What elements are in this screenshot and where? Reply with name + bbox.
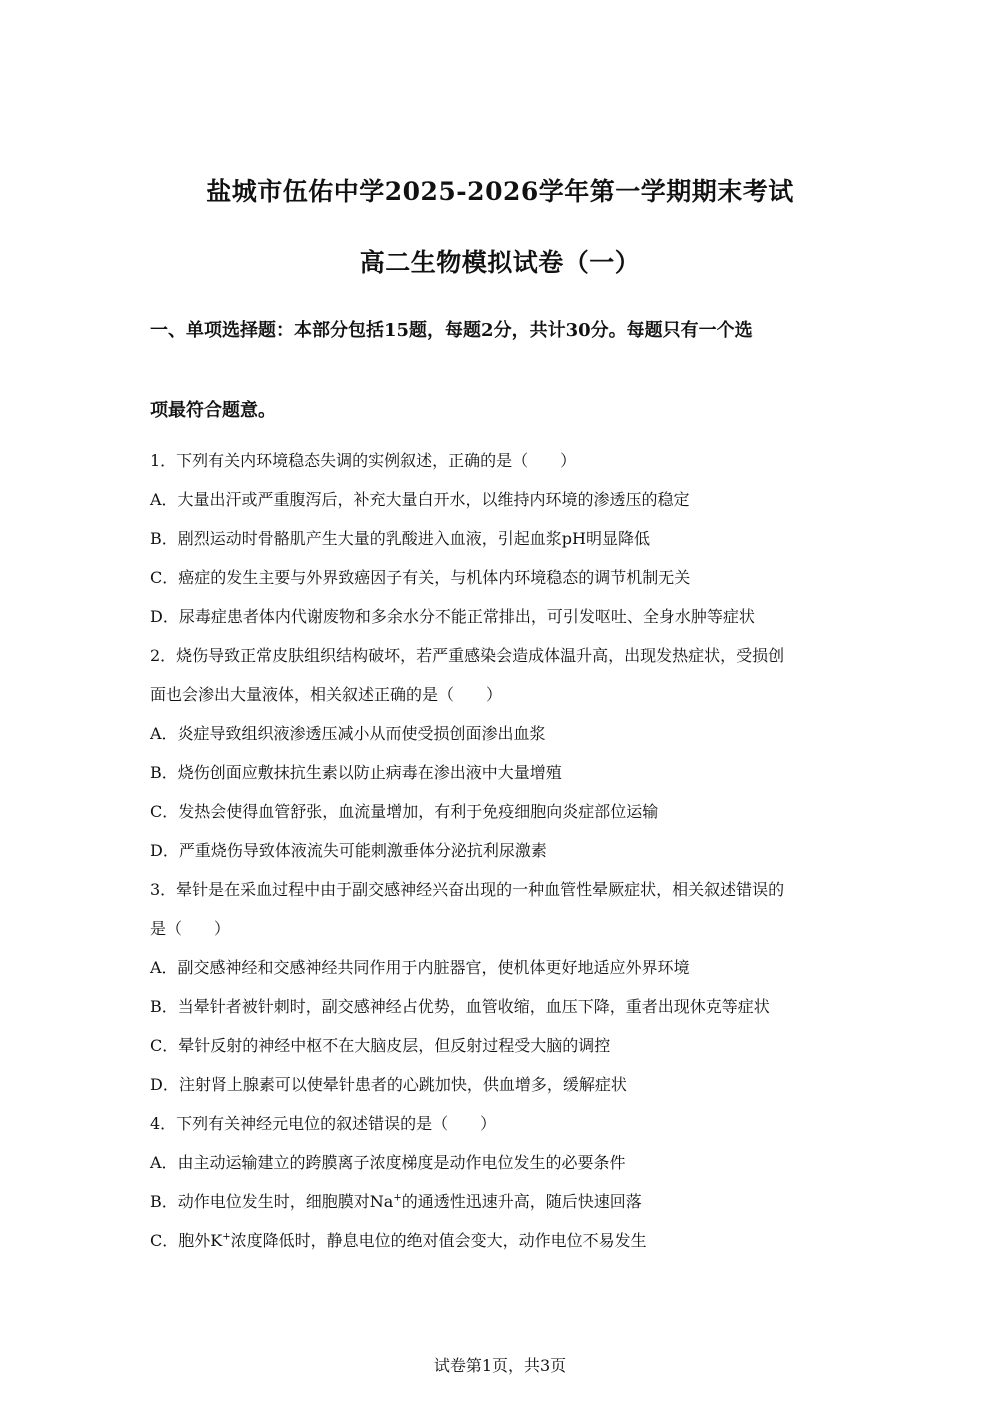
- question-1-option-c: C．癌症的发生主要与外界致癌因子有关，与机体内环境稳态的调节机制无关: [150, 568, 691, 587]
- option-text-end: 的通透性迅速升高，随后快速回落: [401, 1192, 642, 1211]
- question-1-option-d: D．尿毒症患者体内代谢废物和多余水分不能正常排出，可引发呕吐、全身水肿等症状: [150, 607, 755, 626]
- question-3-option-c: C．晕针反射的神经中枢不在大脑皮层，但反射过程受大脑的调控: [150, 1036, 611, 1055]
- exam-title: 盐城市伍佑中学2025-2026学年第一学期期末考试: [206, 177, 794, 206]
- question-4-stem: 4．下列有关神经元电位的叙述错误的是（ ）: [150, 1114, 497, 1133]
- section-heading: 一、单项选择题：本部分包括15题，每题2分，共计30分。每题只有一个选: [150, 320, 753, 341]
- question-2-option-a: A．炎症导致组织液渗透压减小从而使受损创面渗出血浆: [150, 724, 546, 743]
- question-2-option-b: B．烧伤创面应敷抹抗生素以防止病毒在渗出液中大量增殖: [150, 763, 562, 782]
- question-3-option-b: B．当晕针者被针刺时，副交感神经占优势，血管收缩，血压下降，重者出现休克等症状: [150, 997, 770, 1016]
- question-1-option-a: A．大量出汗或严重腹泻后，补充大量白开水，以维持内环境的渗透压的稳定: [150, 490, 690, 509]
- option-text-start: B．动作电位发生时，细胞膜对Na: [150, 1192, 394, 1211]
- sodium-charge-superscript: +: [393, 1192, 402, 1204]
- question-3-option-a: A．副交感神经和交感神经共同作用于内脏器官，使机体更好地适应外界环境: [150, 958, 690, 977]
- question-4-option-b: [150, 1191, 860, 1213]
- question-3-option-d: D．注射肾上腺素可以使晕针患者的心跳加快，供血增多，缓解症状: [150, 1075, 627, 1094]
- question-3-stem-line-2: 是（ ）: [150, 919, 231, 938]
- potassium-charge-superscript: +: [222, 1231, 231, 1243]
- question-2-stem-line-2: 面也会渗出大量液体，相关叙述正确的是（ ）: [150, 685, 503, 704]
- question-2-stem-line-1: 2．烧伤导致正常皮肤组织结构破坏，若严重感染会造成体温升高，出现发热症状，受损创: [150, 646, 785, 665]
- question-1-stem: 1．下列有关内环境稳态失调的实例叙述，正确的是（ ）: [150, 451, 577, 470]
- question-4-option-c: [150, 1230, 860, 1252]
- question-4-option-a: A．由主动运输建立的跨膜离子浓度梯度是动作电位发生的必要条件: [150, 1153, 626, 1172]
- section-heading-continued: 项最符合题意。: [150, 400, 276, 421]
- question-1-option-b: B．剧烈运动时骨骼肌产生大量的乳酸进入血液，引起血浆pH明显降低: [150, 529, 650, 548]
- page-footer: 试卷第1页，共3页: [433, 1356, 567, 1375]
- option-text-start: C．胞外K: [150, 1231, 223, 1250]
- exam-subtitle: 高二生物模拟试卷（一）: [359, 248, 641, 277]
- question-2-option-d: D．严重烧伤导致体液流失可能刺激垂体分泌抗利尿激素: [150, 841, 547, 860]
- question-3-stem-line-1: 3．晕针是在采血过程中由于副交感神经兴奋出现的一种血管性晕厥症状，相关叙述错误的: [150, 880, 785, 899]
- question-2-option-c: C．发热会使得血管舒张，血流量增加，有利于免疫细胞向炎症部位运输: [150, 802, 659, 821]
- option-text-end: 浓度降低时，静息电位的绝对值会变大，动作电位不易发生: [230, 1231, 647, 1250]
